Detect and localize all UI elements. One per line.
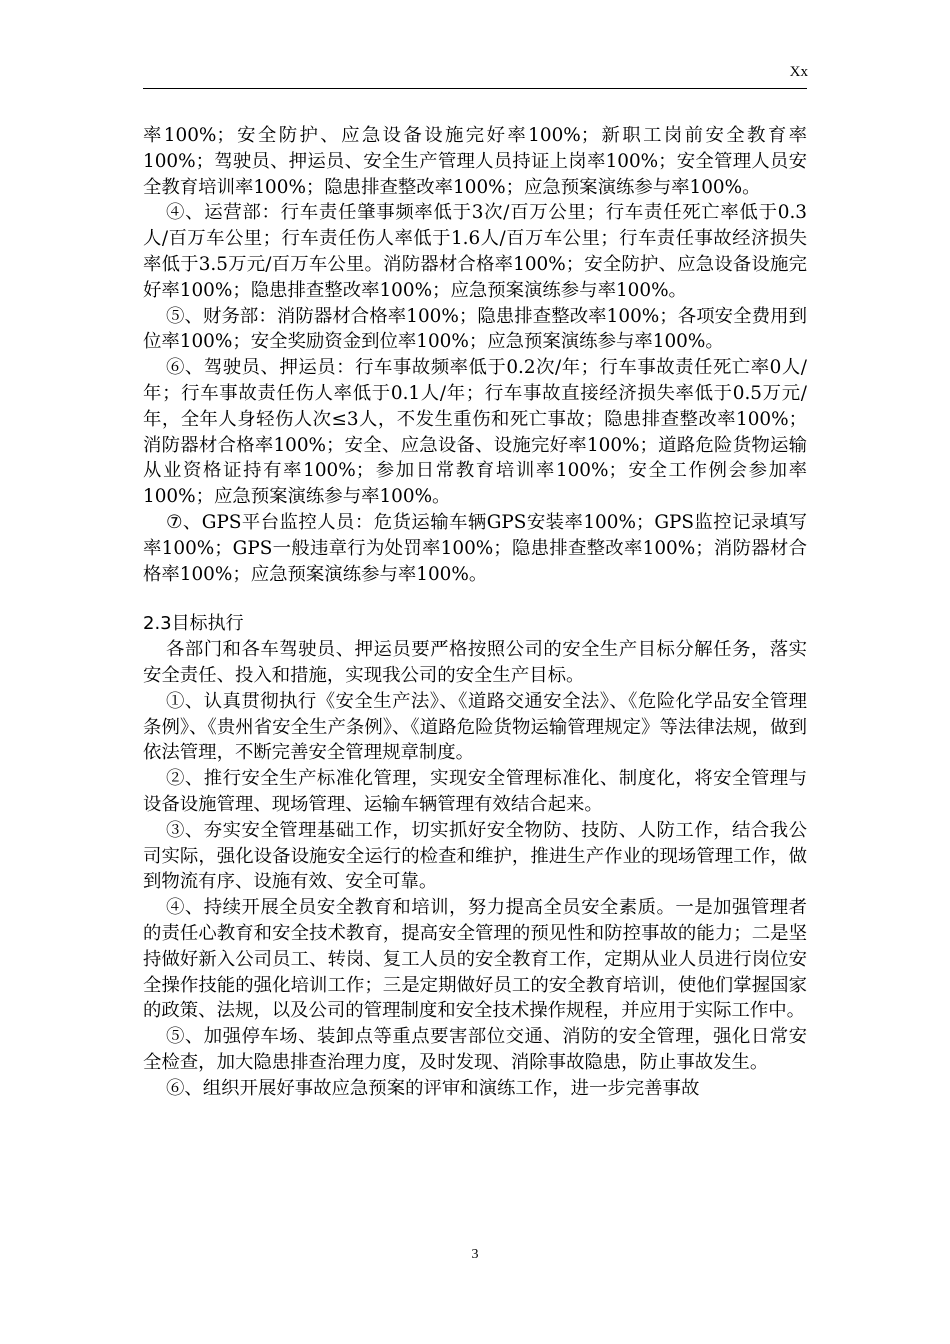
list-item-6: ⑥、组织开展好事故应急预案的评审和演练工作，进一步完善事故 xyxy=(166,1077,700,1099)
list-item-4: ④、持续开展全员安全教育和培训，努力提高全员安全素质。一是加强管理者的责任心教育和安全技术教育，提高安全管理的预见性和防控事故的能力；二是坚持做好新入公司员工、转岗、复工人员的安全教育工作，定期从业人员进行岗位安全操作技能的强化培训工作；三是定期做好员工的安全教育培训，使他们掌握国家的政策、法规，以及公司的管理制度和安全技术操作规程，并应用于实际工作中。 xyxy=(143,897,807,1022)
section-intro-paragraph: 各部门和各车驾驶员、押运员要严格按照公司的安全生产目标分解任务，落实安全责任、投入和措施，实现我公司的安全生产目标。 xyxy=(143,639,807,686)
paragraph-continued: 率100%；安全防护、应急设备设施完好率100%；新职工岗前安全教育率100%；驾驶员、押运员、安全生产管理人员持证上岗率100%；安全管理人员安全教育培训率100%；隐患排查整改率100%；应急预案演练参与率100%。 xyxy=(143,125,807,198)
list-item-5: ⑤、加强停车场、装卸点等重点要害部位交通、消防的安全管理，强化日常安全检查，加大隐患排查治理力度，及时发现、消除事故隐患，防止事故发生。 xyxy=(143,1026,807,1073)
paragraph-gps-monitoring: ⑦、GPS平台监控人员：危货运输车辆GPS安装率100%；GPS监控记录填写率100%；GPS一般违章行为处罚率100%；隐患排查整改率100%；消防器材合格率100%；应急预案演练参与率100%。 xyxy=(143,511,807,585)
header-divider xyxy=(143,88,807,89)
page-header-text: Xx xyxy=(789,64,808,80)
section-heading: 2.3目标执行 xyxy=(143,613,244,635)
list-item-2: ②、推行安全生产标准化管理，实现安全管理标准化、制度化，将安全管理与设备设施管理、现场管理、运输车辆管理有效结合起来。 xyxy=(143,768,807,815)
paragraph-operations-dept: ④、运营部：行车责任肇事频率低于3次/百万公里；行车责任死亡率低于0.3人/百万车公里；行车责任伤人率低于1.6人/百万车公里；行车责任事故经济损失率低于3.5万元/百万车公里。消防器材合格率100%；安全防护、应急设备设施完好率100%；隐患排查整改率100%；应急预案演练参与率100%。 xyxy=(143,202,807,301)
page-number: 3 xyxy=(471,1247,479,1262)
paragraph-drivers-escorts: ⑥、驾驶员、押运员：行车事故频率低于0.2次/年；行车事故责任死亡率0人/年；行车事故责任伤人率低于0.1人/年；行车事故直接经济损失率低于0.5万元/年，全年人身轻伤人次≤3人，不发生重伤和死亡事故；隐患排查整改率100%；消防器材合格率100%；安全、应急设备、设施完好率100%；道路危险货物运输从业资格证持有率100%；参加日常教育培训率100%；安全工作例会参加率100%；应急预案演练参与率100%。 xyxy=(143,357,807,508)
list-item-1: ①、认真贯彻执行《安全生产法》、《道路交通安全法》、《危险化学品安全管理条例》、《贵州省安全生产条例》、《道路危险货物运输管理规定》等法律法规，做到依法管理，不断完善安全管理规章制度。 xyxy=(143,690,807,764)
document-body xyxy=(143,123,807,1101)
list-item-3: ③、夯实安全管理基础工作，切实抓好安全物防、技防、人防工作，结合我公司实际，强化设备设施安全运行的检查和维护，推进生产作业的现场管理工作，做到物流有序、设施有效、安全可靠。 xyxy=(143,819,807,893)
paragraph-finance-dept: ⑤、财务部：消防器材合格率100%；隐患排查整改率100%；各项安全费用到位率100%；安全奖励资金到位率100%；应急预案演练参与率100%。 xyxy=(143,305,807,353)
